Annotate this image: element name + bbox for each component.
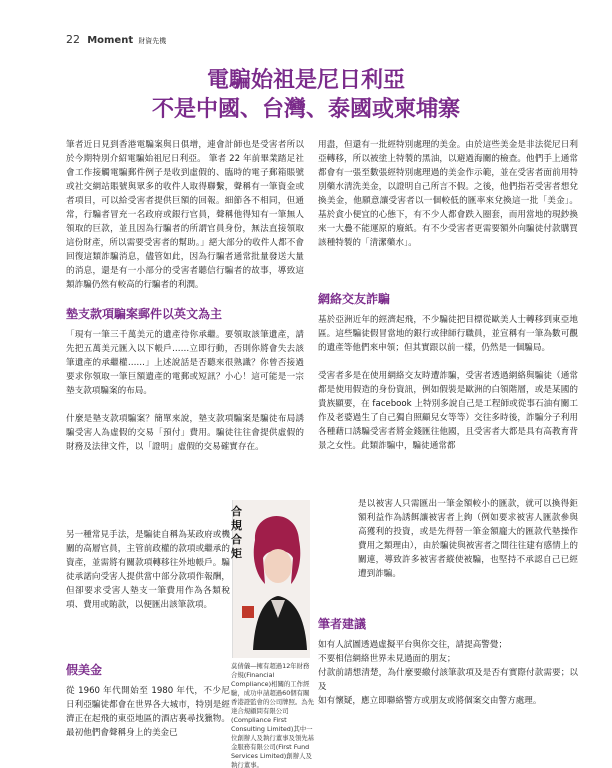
advice-item: 付款前請想清楚，為什麼要繳付該筆款項及是否有實際付款需要；以及 [318, 668, 578, 692]
author-bio-caption: 莫倩儀—擁有超過12年財務合規(Financial Compliance)相關的工作經驗，成功申請超過60個有關香港證監會的公司牌照。為先達合規顧問有限公司(Compliance First Consulting Limited)其中一位創辦人及執行董事及領先基金服務有限公司(First Fund Services Limited)創辦人及執行董事。 [231, 662, 315, 768]
magazine-name: Moment [87, 35, 134, 46]
paragraph-official-scam: 另一種常見手法，是騙徒自稱為某政府或機關的高層官員，主管前政權的款項或繼承的資產，並需將有關款項轉移往外地帳戶。騙徒承諾向受害人提供當中部分款項作報酬，但卻要求受害人墊支一筆費用作為各類稅項、費用或賄款，以便匯出該筆款項。 [66, 530, 230, 610]
paragraph-fake-usd: 從 1960 年代開始至 1980 年代，不少尼日利亞騙徒都會在世界各大城市，特別是經濟正在起飛的東亞地區的酒店裏尋找獵物。最初他們會聲稱身上的美金已 [66, 686, 230, 738]
advice-item: 如有懷疑，應立即聯絡警方或朋友或將個案交由警方處理。 [318, 696, 542, 706]
paragraph-romance-bait: 是以被害人只需匯出一筆金額較小的匯款，就可以換得鉅額利益作為誘餌讓被害者上鉤（例如要求被害人匯款參與高獲利的投資，或是先得替一筆金額龐大的匯款代墊操作費用之類理由），由於騙徒與被害者之間往往建有感情上的關連，導致許多被害者縱使被騙，也堅持不承認自己已經遭到詐騙。 [358, 499, 578, 579]
intro-paragraph: 筆者近日見到香港電騙案與日俱增，連會計師也是受害者所以於今期特別介紹電騙始祖尼日利亞。 筆者 22 年前畢業踏足社會工作接觸電騙郵件例子是收到虛假的、臨時的電子郵箱賬號或社交網站賬號與眾多的收件人取得聯繫，聲稱有一筆資金或者項目，可以給受害者提供巨額的回報。細節各不相同，但通常，行騙者冒充一名政府或銀行官員，聲稱他得知有一筆無人領取的巨款，並且因為行騙者的所謂官員身份，無法直接領取這份財產，所以需要受害者的幫助。」絕大部分的收件人都不會回復這類詐騙消息，儘管如此，因為行騙者通常批量發送大量的消息，還是有一小部分的受害者聽信行騙者的故事，導致這類詐騙仍然有較高的行騙者的利潤。 [66, 140, 304, 290]
left-bottom-block [66, 658, 230, 740]
advice-block [318, 612, 578, 708]
paragraph-fake-usd-continued: 用盡，但還有一批經特別處理的美金。由於這些美金是非法從尼日利亞轉移，所以被塗上特製的黑油，以避過海關的檢查。他們手上通常都會有一張至數張經特別處理過的美金作示範，並在受害者面前用特別藥水清洗美金，以證明自己所言不假。之後，他們指若受害者想兌換美金，他願意讓受害者以一個較低的匯率來兌換這一批「美金」。基於貪小便宜的心態下，有不少人都會跌入圈套，而用當地的現鈔換來一大疊不能運原的廢紙。有不少受害者更需要額外向騙徒付款購買該種特製的「清潔藥水」。 [318, 140, 578, 248]
page-header [66, 33, 166, 46]
advice-item: 如有人試圖透過虛擬平台與你交往，請提高警覺； [318, 640, 508, 650]
paragraph-advance-fee-definition: 什麼是墊支款項騙案？簡單來說，墊支款項騙案是騙徒布局誘騙受害人為虛假的交易「預付」費用。騙徒往往會提供虛假的財務及法律文件，以「證明」虛假的交易確實存在。 [66, 414, 304, 452]
section-heading-advance-fee: 墊支款項騙案郵件以英文為主 [66, 307, 223, 321]
section-heading-fake-usd: 假美金 [66, 663, 103, 677]
section-heading-romance-scam: 網絡交友詐騙 [318, 292, 391, 306]
page-number: 22 [66, 33, 80, 46]
right-column [318, 138, 578, 264]
paragraph-romance-intro: 基於亞洲近年的經濟起飛，不少騙徒把目標從歐美人士轉移到東亞地區。這些騙徒假冒當地的銀行或律師行職員，並宣稱有一筆為數可觀的遺產等他們來申領；但其實跟以前一樣，仍然是一個騙局。 [318, 315, 578, 353]
magazine-subtitle: 財資先機 [138, 37, 167, 45]
paragraph-romance-details: 受害者多是在使用網絡交友時遭詐騙，受害者透過網絡與騙徒（通常都是使用假造的身份資訊，例如假裝是歐洲的白領階層，或是某國的貴族顯要，在 facebook 上特別多說自己是工程師或從事石油有關工作及老婆過生了自己獨自照顧兒女等等）交往多時後，詐騙分子利用各種藉口誘騙受害者將金錢匯往他國，且受害者大都是具有高教育背景之女性。此類詐騙中，騙徒通常都 [318, 371, 578, 451]
left-column [66, 138, 304, 468]
paragraph-advance-fee-quote: 「現有一筆三千萬美元的遺產待你承繼。要領取該筆遺產，請先把五萬美元匯入以下帳戶……立即行動，否則你將會失去該筆遺產的承繼權……」上述說話是否聽來很熟識？你曾否接過要求你領取一筆巨額遺產的電郵或短訊？小心！這可能是一宗墊支款項騙案的布局。 [66, 330, 304, 396]
calligraphy-text: 合規合矩 [231, 505, 242, 560]
article-subtitle: 不是中國、台灣、泰國或柬埔寨 [151, 97, 460, 122]
section-heading-advice: 筆者建議 [318, 617, 367, 631]
right-lower-block [318, 287, 578, 453]
advice-item: 不要相信網絡世界未見過面的朋友； [318, 654, 456, 664]
red-seal-stamp [242, 606, 254, 618]
article-title: 電騙始祖是尼日利亞 [206, 68, 405, 93]
